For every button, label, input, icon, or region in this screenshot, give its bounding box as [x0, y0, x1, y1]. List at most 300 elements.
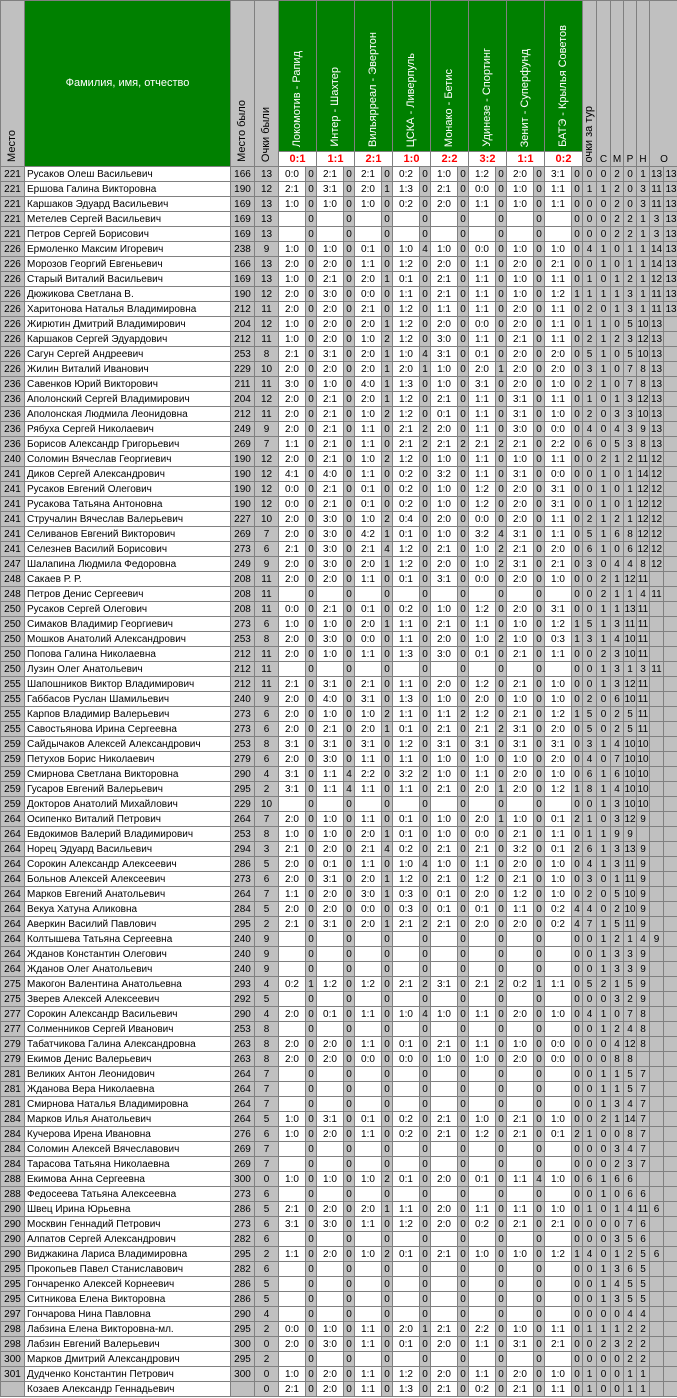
table-cell: [507, 212, 534, 227]
table-cell: [279, 1022, 306, 1037]
table-cell: 5: [624, 1277, 637, 1292]
table-cell: 1: [382, 392, 393, 407]
table-cell: 10: [637, 408, 649, 420]
table-cell: 0: [572, 1142, 583, 1157]
table-cell: 2:0: [507, 512, 534, 527]
table-cell: 13: [650, 438, 663, 450]
table-cell: 0: [534, 212, 545, 227]
table-cell: 9: [637, 992, 650, 1007]
table-cell: 1:2: [393, 1217, 420, 1232]
table-cell: 2:0: [431, 197, 458, 212]
table-cell: 0: [458, 602, 469, 617]
col-r: Р: [624, 1, 637, 167]
table-cell: 295: [1, 1277, 25, 1292]
table-cell: 0: [458, 992, 469, 1007]
table-cell: 0: [458, 857, 469, 872]
table-cell: 190: [231, 452, 255, 467]
table-cell: 7: [255, 812, 279, 827]
table-cell: [355, 1262, 382, 1277]
table-cell: 0: [306, 617, 317, 632]
table-cell: 0: [458, 317, 469, 332]
table-cell: 0: [597, 1352, 611, 1367]
table-cell: 2:0: [431, 557, 458, 572]
table-cell: 2: [597, 1337, 611, 1352]
table-cell: 2:0: [317, 572, 344, 587]
table-row: [1, 392, 677, 407]
table-row: [1, 317, 677, 332]
table-cell: 2:0: [469, 782, 496, 797]
table-cell: 3:1: [469, 737, 496, 752]
table-cell: 259: [1, 767, 25, 782]
participant-name: Савостьянова Ирина Сергеевна: [25, 722, 231, 737]
table-cell: 2:0: [507, 362, 534, 377]
table-cell: [545, 1352, 572, 1367]
table-cell: 3:0: [317, 542, 344, 557]
table-cell: 1: [597, 857, 611, 872]
table-cell: 0: [534, 407, 545, 422]
table-cell: 2: [583, 887, 597, 902]
table-cell: 0: [458, 167, 469, 182]
table-cell: 1:1: [545, 182, 572, 197]
table-cell: 284: [231, 902, 255, 917]
table-cell: [507, 1067, 534, 1082]
table-cell: 0: [597, 1142, 611, 1157]
table-cell: [469, 1067, 496, 1082]
table-cell: 2:1: [279, 542, 306, 557]
table-cell: 1:0: [393, 1007, 420, 1022]
table-cell: 2: [382, 707, 393, 722]
table-cell: 0: [344, 1262, 355, 1277]
table-cell: 1:1: [545, 272, 572, 287]
table-cell: 3: [611, 812, 624, 827]
table-cell: 1: [611, 977, 624, 992]
table-cell: 2:1: [431, 1322, 458, 1337]
table-cell: 0:1: [393, 722, 420, 737]
table-cell: 0:1: [431, 407, 458, 422]
table-cell: 11: [651, 198, 662, 210]
table-cell: 0: [496, 467, 507, 482]
table-cell: 0: [583, 1262, 597, 1277]
table-cell: 2:1: [507, 542, 534, 557]
table-cell: 0: [382, 797, 393, 812]
table-cell: 0:1: [355, 1112, 382, 1127]
table-cell: 0: [458, 182, 469, 197]
table-cell: 0: [420, 1157, 431, 1172]
participant-name: Петухов Борис Николаевич: [25, 752, 231, 767]
table-cell: 1: [583, 1127, 597, 1142]
table-cell: 1: [624, 1367, 637, 1382]
table-cell: [664, 1112, 677, 1127]
table-cell: [431, 1232, 458, 1247]
table-cell: 1:2: [393, 407, 420, 422]
table-cell: 0: [496, 1127, 507, 1142]
table-cell: 0: [458, 542, 469, 557]
table-cell: [469, 932, 496, 947]
table-cell: [507, 947, 534, 962]
table-cell: 11: [255, 332, 279, 347]
match-header: Локомотив - Рапид: [279, 1, 317, 152]
table-cell: 250: [1, 647, 25, 662]
table-cell: 0: [420, 992, 431, 1007]
table-cell: 0: [306, 1157, 317, 1172]
table-cell: 0: [496, 932, 507, 947]
table-cell: 6: [624, 1187, 637, 1202]
table-cell: 3: [611, 1097, 624, 1112]
table-cell: [664, 857, 677, 872]
table-cell: 2: [583, 692, 597, 707]
table-cell: 0: [420, 392, 431, 407]
table-cell: 169: [231, 227, 255, 242]
table-cell: [664, 422, 677, 437]
participant-name: Смирнова Светлана Викторовна: [25, 767, 231, 782]
table-cell: 2:1: [355, 842, 382, 857]
table-cell: 3: [611, 662, 624, 677]
table-cell: 10: [624, 783, 636, 795]
table-cell: [664, 932, 677, 947]
participant-name: Каршаков Сергей Эдуардович: [25, 332, 231, 347]
table-cell: 4:0: [317, 467, 344, 482]
table-cell: [545, 662, 572, 677]
table-cell: 0: [458, 227, 469, 242]
table-cell: [664, 842, 677, 857]
table-cell: 229: [231, 362, 255, 377]
table-row: [1, 1127, 677, 1142]
table-cell: 3: [611, 992, 624, 1007]
table-cell: 10: [624, 753, 636, 765]
table-cell: 11: [255, 407, 279, 422]
table-cell: [355, 947, 382, 962]
table-cell: 2:0: [507, 302, 534, 317]
table-cell: 0: [458, 1322, 469, 1337]
table-row: [1, 617, 677, 632]
table-cell: 0: [534, 902, 545, 917]
table-cell: [545, 1292, 572, 1307]
table-cell: 0: [534, 542, 545, 557]
table-cell: 2:0: [507, 782, 534, 797]
table-cell: 0: [420, 1022, 431, 1037]
table-cell: 1: [597, 662, 611, 677]
table-row: [1, 1292, 677, 1307]
table-cell: [650, 782, 664, 797]
table-cell: 1: [597, 542, 611, 557]
table-cell: 0: [344, 452, 355, 467]
table-cell: 3: [611, 1262, 624, 1277]
table-cell: [317, 1292, 344, 1307]
table-cell: 2:0: [431, 512, 458, 527]
table-cell: 3: [583, 557, 597, 572]
table-cell: [507, 587, 534, 602]
table-cell: 1:2: [317, 977, 344, 992]
table-cell: 227: [231, 512, 255, 527]
table-cell: 3:1: [431, 737, 458, 752]
table-row: [1, 632, 677, 647]
table-cell: [545, 1307, 572, 1322]
table-cell: [664, 452, 677, 467]
table-cell: 1: [637, 212, 650, 227]
table-cell: 0: [611, 1382, 624, 1397]
table-cell: 0: [306, 1007, 317, 1022]
table-cell: 8: [624, 527, 637, 542]
table-cell: 0: [572, 1172, 583, 1187]
table-cell: [664, 722, 677, 737]
table-cell: 0: [534, 422, 545, 437]
table-cell: [431, 1067, 458, 1082]
table-cell: 0: [597, 407, 611, 422]
table-cell: 0: [496, 227, 507, 242]
table-cell: [650, 947, 664, 962]
table-cell: 3:1: [317, 677, 344, 692]
table-cell: 0: [496, 947, 507, 962]
table-cell: 0: [306, 542, 317, 557]
table-cell: 0: [306, 812, 317, 827]
participant-name: Карпов Владимир Валерьевич: [25, 707, 231, 722]
table-cell: 1:1: [355, 1127, 382, 1142]
table-cell: 0: [534, 1082, 545, 1097]
table-cell: 0: [496, 422, 507, 437]
table-cell: 1:2: [393, 332, 420, 347]
table-cell: 6: [255, 1262, 279, 1277]
table-cell: 0:0: [469, 827, 496, 842]
table-cell: 7: [637, 1067, 650, 1082]
table-cell: 0: [572, 587, 583, 602]
table-cell: 2:1: [317, 407, 344, 422]
participant-name: Шалапина Людмила Федоровна: [25, 557, 231, 572]
table-cell: 282: [231, 1262, 255, 1277]
table-cell: 273: [231, 722, 255, 737]
table-cell: 2:2: [469, 1322, 496, 1337]
table-cell: 0: [344, 1142, 355, 1157]
table-cell: 240: [231, 947, 255, 962]
table-cell: 2:1: [317, 272, 344, 287]
table-cell: 3:0: [317, 632, 344, 647]
table-cell: 1:1: [393, 1202, 420, 1217]
table-cell: 0: [534, 1232, 545, 1247]
table-cell: 1: [611, 302, 624, 317]
participant-name: Метелев Сергей Васильевич: [25, 212, 231, 227]
table-cell: [355, 932, 382, 947]
table-cell: 13: [650, 378, 663, 390]
table-cell: 294: [231, 842, 255, 857]
table-cell: 3:1: [279, 767, 306, 782]
table-cell: [469, 947, 496, 962]
table-cell: 2: [382, 512, 393, 527]
table-cell: [650, 842, 664, 857]
table-cell: 0: [572, 497, 583, 512]
table-cell: 1: [382, 362, 393, 377]
table-cell: [507, 1157, 534, 1172]
table-cell: 0: [344, 182, 355, 197]
table-cell: [650, 572, 664, 587]
table-cell: 0: [496, 572, 507, 587]
table-cell: 0: [583, 1022, 597, 1037]
table-cell: 12: [255, 467, 279, 482]
table-cell: 0: [382, 812, 393, 827]
participant-name: Кучерова Ирена Ивановна: [25, 1127, 231, 1142]
table-cell: 2: [611, 167, 624, 182]
table-cell: 0: [420, 1067, 431, 1082]
table-row: [1, 1262, 677, 1277]
table-cell: 1:0: [317, 242, 344, 257]
table-cell: 0: [534, 1157, 545, 1172]
table-cell: 1:1: [355, 422, 382, 437]
participant-name: Норец Эдуард Васильевич: [25, 842, 231, 857]
table-row: [1, 917, 677, 932]
table-row: [1, 467, 677, 482]
table-row: [1, 827, 677, 842]
table-cell: 0:1: [431, 902, 458, 917]
table-cell: [664, 647, 677, 662]
table-cell: 2:0: [279, 257, 306, 272]
table-cell: 0:2: [279, 977, 306, 992]
col-tour-points: очки за тур: [583, 1, 597, 167]
table-cell: 0: [382, 422, 393, 437]
table-cell: 0: [611, 1352, 624, 1367]
table-cell: 0: [496, 602, 507, 617]
table-cell: 5: [624, 347, 637, 362]
table-cell: 0: [597, 1217, 611, 1232]
table-cell: 0:1: [355, 497, 382, 512]
table-cell: 3:1: [545, 602, 572, 617]
table-cell: 0: [496, 842, 507, 857]
table-cell: 250: [1, 662, 25, 677]
table-cell: 0: [597, 722, 611, 737]
table-cell: 0: [344, 857, 355, 872]
table-cell: 0: [306, 1382, 317, 1397]
table-cell: 0: [572, 1037, 583, 1052]
table-cell: 10: [255, 512, 279, 527]
table-cell: 0: [458, 287, 469, 302]
table-cell: 0: [458, 692, 469, 707]
table-cell: 0: [344, 527, 355, 542]
participant-name: Векуа Хатуна Аликовна: [25, 902, 231, 917]
table-cell: 0: [583, 212, 597, 227]
participant-name: Табатчикова Галина Александровна: [25, 1037, 231, 1052]
table-cell: 0: [344, 392, 355, 407]
table-cell: 1:2: [393, 1367, 420, 1382]
table-cell: 1:0: [279, 197, 306, 212]
table-cell: 2:1: [317, 392, 344, 407]
table-cell: 13: [650, 318, 663, 330]
table-cell: 286: [231, 1292, 255, 1307]
table-cell: 0: [306, 1112, 317, 1127]
table-cell: [469, 797, 496, 812]
table-cell: 0: [458, 497, 469, 512]
table-cell: 1:0: [431, 812, 458, 827]
table-cell: 1: [572, 1247, 583, 1262]
table-row: [1, 182, 677, 197]
table-cell: 0: [583, 992, 597, 1007]
table-cell: 0: [382, 1322, 393, 1337]
table-cell: 5: [624, 1232, 637, 1247]
table-cell: 290: [1, 1202, 25, 1217]
table-cell: 0: [458, 452, 469, 467]
table-cell: 0:2: [469, 1382, 496, 1397]
table-cell: 253: [231, 737, 255, 752]
table-cell: 0: [458, 197, 469, 212]
table-cell: 1:1: [469, 1337, 496, 1352]
table-cell: 11: [624, 873, 636, 885]
table-cell: 3: [624, 392, 637, 407]
participant-name: Ершова Галина Викторовна: [25, 182, 231, 197]
table-cell: 9: [255, 242, 279, 257]
table-cell: 11: [255, 677, 279, 692]
table-cell: 1:1: [393, 677, 420, 692]
table-cell: [664, 587, 677, 602]
table-cell: 221: [1, 167, 25, 182]
table-cell: 0: [534, 1052, 545, 1067]
table-cell: 0: [420, 497, 431, 512]
table-cell: 0: [382, 932, 393, 947]
table-cell: 0: [572, 947, 583, 962]
table-cell: 0: [344, 872, 355, 887]
table-row: [1, 242, 677, 257]
table-row: [1, 197, 677, 212]
table-cell: [279, 1187, 306, 1202]
table-cell: 2:1: [317, 482, 344, 497]
table-cell: 0: [496, 992, 507, 1007]
table-cell: 11: [255, 602, 279, 617]
table-cell: 241: [1, 527, 25, 542]
table-cell: 0: [306, 527, 317, 542]
table-cell: 1:0: [317, 827, 344, 842]
table-cell: 0: [572, 1277, 583, 1292]
table-cell: 5: [255, 992, 279, 1007]
table-cell: 0: [496, 1172, 507, 1187]
table-row: [1, 1097, 677, 1112]
table-row: [1, 842, 677, 857]
table-cell: 0: [382, 1292, 393, 1307]
table-cell: 1:1: [545, 1382, 572, 1397]
table-cell: 3: [611, 1337, 624, 1352]
table-cell: 9: [637, 887, 650, 902]
table-cell: 298: [1, 1337, 25, 1352]
table-cell: 0: [572, 1022, 583, 1037]
table-cell: 2:1: [431, 917, 458, 932]
table-cell: 1:1: [355, 1007, 382, 1022]
table-cell: 1:0: [355, 452, 382, 467]
table-cell: 13: [665, 168, 677, 180]
participant-name: Сагун Сергей Андреевич: [25, 347, 231, 362]
table-cell: 0: [382, 632, 393, 647]
table-cell: 1: [637, 287, 650, 302]
table-cell: 0: [583, 932, 597, 947]
table-cell: 0: [496, 1052, 507, 1067]
table-cell: 2:1: [431, 437, 458, 452]
table-cell: 0: [306, 677, 317, 692]
table-cell: 1:1: [545, 317, 572, 332]
table-cell: 3: [624, 422, 637, 437]
table-cell: [545, 947, 572, 962]
table-cell: 0: [496, 1367, 507, 1382]
table-cell: 0: [572, 1067, 583, 1082]
table-cell: 1:0: [279, 332, 306, 347]
table-cell: 1:0: [507, 182, 534, 197]
table-cell: 284: [1, 1127, 25, 1142]
table-cell: 7: [583, 917, 597, 932]
table-cell: 4: [637, 587, 650, 602]
table-cell: 1:1: [279, 437, 306, 452]
table-cell: 1:0: [545, 1172, 572, 1187]
table-cell: 0: [597, 1382, 611, 1397]
table-cell: [469, 662, 496, 677]
table-cell: 4: [583, 752, 597, 767]
table-cell: [637, 1172, 650, 1187]
table-cell: 0: [611, 257, 624, 272]
table-cell: 0: [344, 407, 355, 422]
table-cell: 1: [583, 182, 597, 197]
table-cell: 0: [496, 377, 507, 392]
table-row: [1, 602, 677, 617]
